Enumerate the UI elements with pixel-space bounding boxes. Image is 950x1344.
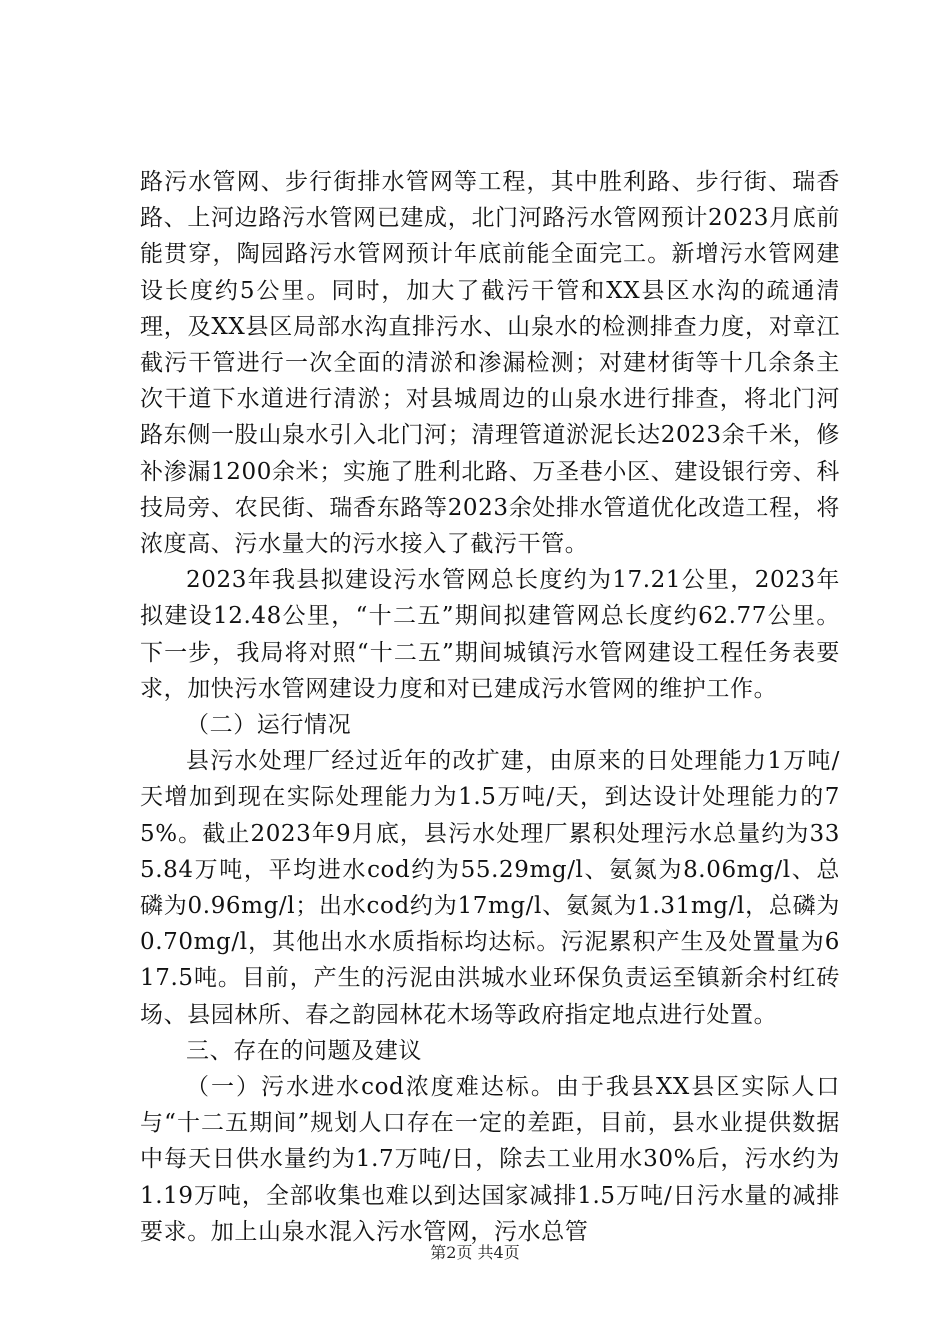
section-heading-operation: （二）运行情况	[186, 712, 352, 739]
document-body	[140, 164, 840, 1250]
section-heading-problems: 三、存在的问题及建议	[186, 1037, 422, 1064]
page-number-footer: 第2页 共4页	[430, 1243, 520, 1262]
paragraph-pipe-network-construction: 路污水管网、步行街排水管网等工程，其中胜利路、步行街、瑞香路、上河边路污水管网已建成，北门河路污水管网预计2023月底前能贯穿，陶园路污水管网预计年底前能全面完工。新增污水管网建设长度约5公里。同时，加大了截污干管和XX县区水沟的疏通清理，及XX县区局部水沟直排污水、山泉水的检测排查力度，对章江截污干管进行一次全面的清淤和渗漏检测；对建材街等十几余条主次干道下水道进行清淤；对县城周边的山泉水进行排查，将北门河路东侧一股山泉水引入北门河；清理管道淤泥长达2023余千米，修补渗漏1200余米；实施了胜利北路、万圣巷小区、建设银行旁、科技局旁、农民街、瑞香东路等2023余处排水管道优化改造工程，将浓度高、污水量大的污水接入了截污干管。	[140, 169, 840, 558]
paragraph-cod-concentration: （一）污水进水cod浓度难达标。由于我县XX县区实际人口与“十二五期间”规划人口存在一定的差距，目前，县水业提供数据中每天日供水量约为1.7万吨/日，除去工业用水30%后，污水约为1.19万吨，全部收集也难以到达国家减排1.5万吨/日污水量的减排要求。加上山泉水混入污水管网，污水总管	[140, 1074, 840, 1245]
paragraph-pipe-network-plan: 2023年我县拟建设污水管网总长度约为17.21公里，2023年拟建设12.48公里，“十二五”期间拟建管网总长度约62.77公里。下一步，我局将对照“十二五”期间城镇污水管网建设工程任务表要求，加快污水管网建设力度和对已建成污水管网的维护工作。	[140, 567, 840, 702]
paragraph-operation-status: 县污水处理厂经过近年的改扩建，由原来的日处理能力1万吨/天增加到现在实际处理能力为1.5万吨/天，到达设计处理能力的75%。截止2023年9月底，县污水处理厂累积处理污水总量约为335.84万吨，平均进水cod约为55.29mg/l、氨氮为8.06mg/l、总磷为0.96mg/l；出水cod约为17mg/l、氨氮为1.31mg/l，总磷为0.70mg/l，其他出水水质指标均达标。污泥累积产生及处置量为617.5吨。目前，产生的污泥由洪城水业环保负责运至镇新余村红砖场、县园林所、春之韵园林花木场等政府指定地点进行处置。	[140, 748, 840, 1028]
